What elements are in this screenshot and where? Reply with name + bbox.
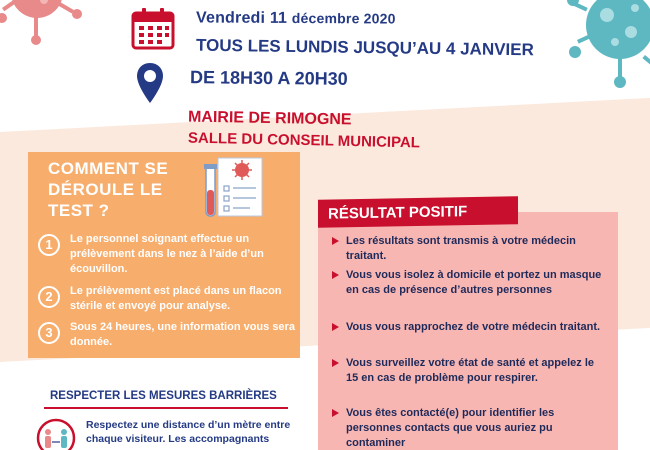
step-number: 3 — [38, 322, 60, 344]
bullet-arrow-icon — [332, 409, 339, 417]
distance-icon — [36, 418, 76, 450]
barrier-divider — [44, 407, 288, 409]
virus-icon — [0, 0, 102, 62]
virus-icon — [565, 0, 650, 110]
step-text: Le prélèvement est placé dans un flacon stérile et envoyé pour analyse. — [70, 285, 282, 312]
calendar-icon — [130, 6, 176, 50]
step-number: 2 — [38, 286, 60, 308]
result-item-text: Vous vous rapprochez de votre médecin traitant. — [346, 321, 601, 333]
recurrence-line: TOUS LES LUNDIS JUSQU’AU 4 JANVIER — [195, 35, 534, 60]
result-item-text: Vous êtes contacté(e) pour identifier les personnes contacts que vous auriez pu contaminer — [346, 407, 555, 449]
date-line: Vendredi 11 décembre 2020 — [195, 9, 396, 27]
result-badge — [318, 196, 518, 227]
place-room: SALLE DU CONSEIL MUNICIPAL — [187, 129, 421, 152]
barrier-text: Respectez une distance d’un mètre entre chaque visiteur. Les accompagnants — [86, 419, 291, 445]
bullet-arrow-icon — [332, 271, 339, 279]
step-number: 1 — [38, 234, 60, 256]
result-badge-label: RÉSULTAT POSITIF — [328, 203, 468, 223]
barrier-title: RESPECTER LES MESURES BARRIÈRES — [50, 390, 277, 402]
result-item-text: Vous vous isolez à domicile et portez un masque en cas de présence d’autres personnes — [346, 269, 602, 296]
bullet-arrow-icon — [332, 323, 339, 331]
bullet-arrow-icon — [332, 359, 339, 367]
bullet-arrow-icon — [332, 237, 339, 245]
test-title: COMMENT SE DÉROULE LE TEST ? — [48, 159, 169, 220]
step-text: Le personnel soignant effectue un prélèvement dans le nez à l’aide d’un écouvillon. — [70, 233, 264, 275]
test-panel — [28, 152, 300, 358]
step-text: Sous 24 heures, une information vous sera donnée. — [70, 321, 295, 348]
result-item-text: Vous surveillez votre état de santé et appelez le 15 en cas de problème pour respirer. — [346, 357, 594, 384]
hours-line: DE 18H30 A 20H30 — [189, 67, 348, 89]
place-name: MAIRIE DE RIMOGNE — [187, 108, 352, 129]
test-tube-icon — [188, 156, 268, 228]
location-pin-icon — [135, 62, 165, 104]
result-item-text: Les résultats sont transmis à votre médecin traitant. — [346, 235, 576, 262]
